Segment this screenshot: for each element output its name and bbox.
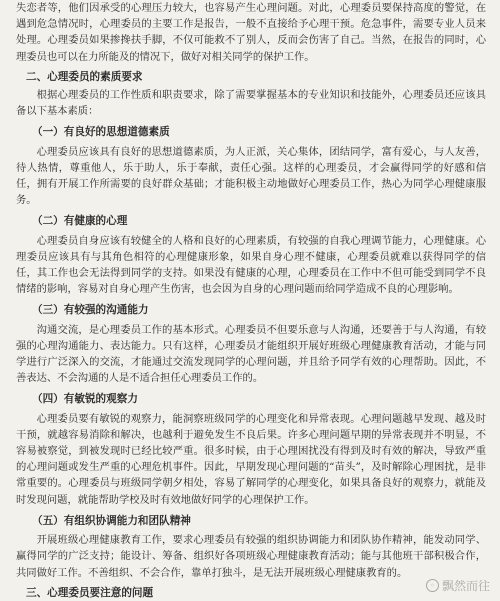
paragraph-moral-quality: 心理委员应该具有良好的思想道德素质，为人正派，关心集体，团结同学，富有爱心，与人友善，待人热情，尊重他人，乐于助人，乐于奉献，责任心强。这样的心理委员，才会赢得同学的好感和信任，拥有开展工作所需要的良好群众基础；才能积极主动地做好心理委员工作，热心为同学心理健康服务。	[16, 145, 486, 207]
circle-logo-icon: ◦	[426, 579, 439, 592]
watermark	[426, 577, 490, 594]
paragraph-healthy-mind: 心理委员自身应该有较健全的人格和良好的心理素质，有较强的自我心理调节能力，心理健康。心理委员应该具有与其角色相符的心理健康形象，如果自身心理不健康，心理委员就难以获得同学的信任，其工作也会无法得到同学的支持。如果没有健康的心理，心理委员在工作中不但可能受到同学不良情绪的影响，容易对自身心理产生伤害，也会因为自身的心理问题而给同学造成不良的心理影响。	[16, 234, 486, 296]
paragraph-observation: 心理委员要有敏锐的观察力，能洞察班级同学的心理变化和异常表现。心理问题越早发现、越及时干预，就越容易消除和解决，也越利于避免发生不良后果。许多心理问题早期的异常表现并不明显，不容易被察觉，到被发现时已经比较严重。很多时候，由于心理困扰没有得到及时有效的解决，导致严重的心理问题或发生严重的心理危机事件。因此，早期发现心理问题的“苗头”，及时解除心理困扰，是非常重要的。心理委员与班级同学朝夕相处，容易了解同学的心理变化，如果具备良好的观察力，就能及时发现问题，就能帮助学校及时有效地做好同学的心理保护工作。	[16, 412, 486, 506]
paragraph-organization: 开展班级心理健康教育工作，要求心理委员有较强的组织协调能力和团队协作精神，能发动同学、赢得同学的广泛支持；能设计、筹备、组织好各项班级心理健康教育活动；能与其他班干部积极合作，共同做好工作。不善组织、不会合作，靠单打独斗，是无法开展班级心理健康教育的。	[16, 534, 486, 579]
heading-communication: （三）有较强的沟通能力	[32, 304, 149, 317]
heading-organization: （五）有组织协调能力和团队精神	[32, 514, 191, 527]
heading-moral-quality: （一）有良好的思想道德素质	[32, 126, 170, 139]
watermark-text: 飘然而往	[441, 579, 490, 593]
paragraph-intro-tail: 失恋者等，他们因承受的心理压力较大，也容易产生心理问题。对此，心理委员要保持高度的警觉，在遇到危急情况时，心理委员的主要工作是报告，一般不直接给予心理干预。危急事件，需要专业人员来处理。心理委员如果掺搀扶手脚，不仅可能救不了别人，反而会伤害了自己。当然，在报告的同时，心理委员也可以在力所能及的情况下，做好对相关同学的保护工作。	[16, 2, 486, 63]
heading-observation: （四）有敏锐的观察力	[32, 393, 138, 406]
paragraph-section-2-intro: 根据心理委员的工作性质和职责要求，除了需要掌握基本的专业知识和技能外，心理委员还应该具备以下基本素质：	[16, 89, 486, 118]
heading-section-2: 二、心理委员的素质要求	[26, 70, 143, 83]
paragraph-communication: 沟通交流，是心理委员工作的基本形式。心理委员不但要乐意与人沟通，还要善于与人沟通，有较强的心理沟通能力、表达能力。只有这样，心理委员才能组织开展好班级心理健康教育活动，才能与同学进行广泛深入的交流，才能通过交流发现同学的心理问题，并且给予同学有效的心理帮助。因此，不善表达、不会沟通的人是不适合担任心理委员工作的。	[16, 323, 486, 385]
heading-healthy-mind: （二）有健康的心理	[32, 215, 128, 228]
heading-section-3: 三、心理委员要注意的问题	[26, 586, 154, 599]
